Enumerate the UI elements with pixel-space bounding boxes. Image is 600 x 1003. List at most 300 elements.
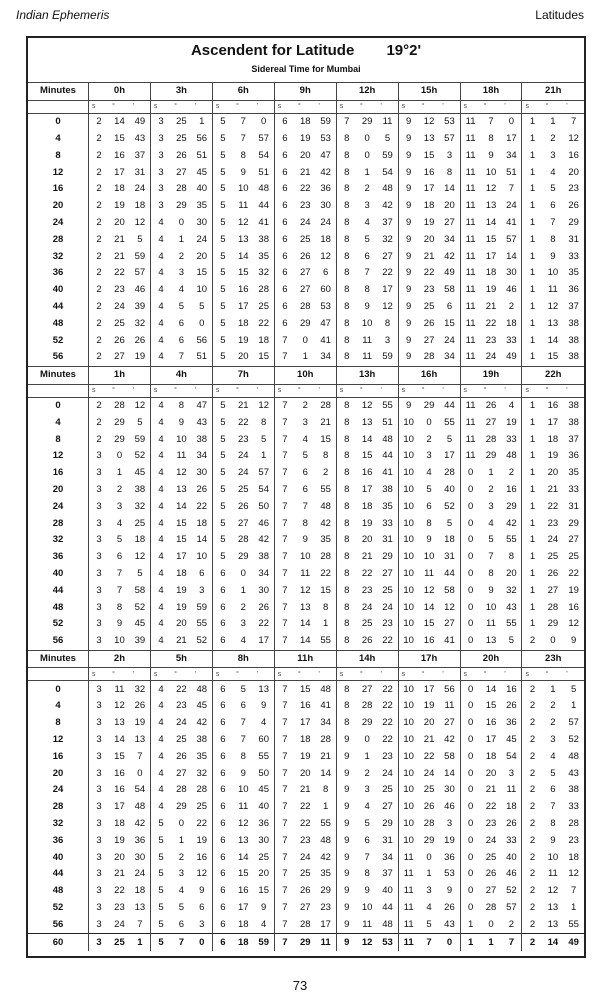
value-cell: 26 <box>299 885 311 897</box>
value-cell: 28 <box>320 399 331 411</box>
value-cell: 41 <box>258 216 269 228</box>
table-row <box>28 164 584 181</box>
minutes-cell: 32 <box>52 250 64 262</box>
hour-header: 16h <box>398 366 460 384</box>
value-cell: 10 <box>398 431 419 448</box>
unit-label: ° <box>171 668 192 681</box>
value-cell: 4 <box>150 397 171 414</box>
value-cell: 32 <box>506 584 517 596</box>
unit-label: ° <box>357 668 378 681</box>
value-cell: 9 <box>398 164 419 181</box>
unit-label: s <box>274 668 295 681</box>
value-cell: 38 <box>568 784 579 796</box>
value-cell: 24 <box>506 200 517 212</box>
value-cell: 18 <box>506 317 517 329</box>
value-cell: 29 <box>114 416 125 428</box>
value-cell: 1 <box>522 164 543 181</box>
value-cell: 12 <box>568 868 579 880</box>
value-cell: 10 <box>398 782 419 799</box>
value-cell: 54 <box>258 149 269 161</box>
value-cell: 23 <box>485 334 497 346</box>
value-cell: 6 <box>364 250 370 262</box>
value-cell: 24 <box>238 467 249 479</box>
value-cell: 3 <box>426 885 432 897</box>
value-cell: 11 <box>460 164 481 181</box>
hour-header: 5h <box>150 650 212 668</box>
value-cell: 27 <box>238 517 249 529</box>
value-cell: 6 <box>212 698 233 715</box>
value-cell: 15 <box>114 132 125 144</box>
value-cell: 5 <box>212 181 233 198</box>
value-cell: 28 <box>423 351 435 363</box>
value-cell: 11 <box>398 883 419 900</box>
value-cell: 8 <box>302 517 308 529</box>
value-cell: 41 <box>320 334 331 346</box>
value-cell: 48 <box>258 183 269 195</box>
value-cell: 22 <box>568 567 579 579</box>
value-cell: 2 <box>522 832 543 849</box>
value-cell: 3 <box>89 566 110 583</box>
value-cell: 7 <box>570 885 577 897</box>
value-cell: 1 <box>488 467 494 479</box>
value-cell: 4 <box>150 215 171 232</box>
value-cell: 1 <box>178 233 185 245</box>
value-cell: 3 <box>178 267 185 279</box>
unit-label: ° <box>543 100 564 113</box>
value-cell: 10 <box>398 465 419 482</box>
value-cell: 8 <box>336 465 357 482</box>
value-cell: 25 <box>568 551 579 563</box>
table-row <box>28 616 584 633</box>
value-cell: 5 <box>150 816 171 833</box>
value-cell: 34 <box>444 233 455 245</box>
value-cell: 5 <box>150 883 171 900</box>
value-cell: 16 <box>114 784 125 796</box>
value-cell: 22 <box>196 500 208 512</box>
value-cell: 6 <box>550 784 556 796</box>
table-row <box>28 498 584 515</box>
value-cell: 4 <box>508 399 515 411</box>
value-cell: 6 <box>212 849 233 866</box>
value-cell: 6 <box>274 131 295 148</box>
value-cell: 23 <box>568 834 579 846</box>
value-cell: 28 <box>423 818 435 830</box>
value-cell: 8 <box>336 482 357 499</box>
unit-label: s <box>212 668 233 681</box>
value-cell: 36 <box>506 717 517 729</box>
value-cell: 7 <box>240 132 246 144</box>
value-cell: 16 <box>547 399 559 411</box>
value-cell: 10 <box>485 166 497 178</box>
value-cell: 33 <box>506 834 517 846</box>
value-cell: 29 <box>299 317 311 329</box>
value-cell: 6 <box>116 551 123 563</box>
value-cell: 3 <box>178 868 185 880</box>
value-cell: 8 <box>336 498 357 515</box>
value-cell: 19 <box>444 834 455 846</box>
value-cell: 37 <box>382 868 393 880</box>
value-cell: 5 <box>212 215 233 232</box>
value-cell: 0 <box>460 715 481 732</box>
value-cell: 3 <box>89 748 110 765</box>
value-cell: 30 <box>196 216 208 228</box>
value-cell: 36 <box>568 450 579 462</box>
value-cell: 6 <box>446 300 453 312</box>
value-cell: 10 <box>196 551 208 563</box>
value-cell: 55 <box>444 416 455 428</box>
value-cell: 0 <box>137 767 143 779</box>
value-cell: 3 <box>89 916 110 933</box>
value-cell: 20 <box>238 351 249 363</box>
value-cell: 7 <box>240 717 246 729</box>
value-cell: 8 <box>336 265 357 282</box>
value-cell: 55 <box>320 635 331 647</box>
value-cell: 0 <box>550 635 556 647</box>
value-cell: 11 <box>460 248 481 265</box>
value-cell: 18 <box>568 851 579 863</box>
value-cell: 15 <box>485 233 497 245</box>
value-cell: 9 <box>336 748 357 765</box>
value-cell: 30 <box>258 834 269 846</box>
value-cell: 2 <box>178 250 185 262</box>
value-cell: 13 <box>547 317 559 329</box>
value-cell: 38 <box>568 416 579 428</box>
value-cell: 13 <box>423 132 435 144</box>
value-cell: 3 <box>302 416 308 428</box>
value-cell: 3 <box>199 584 205 596</box>
minutes-cell: 0 <box>55 683 61 695</box>
value-cell: 2 <box>522 732 543 749</box>
value-cell: 28 <box>320 551 331 563</box>
value-cell: 9 <box>199 885 205 897</box>
value-cell: 17 <box>238 300 249 312</box>
table-row <box>28 633 584 650</box>
minutes-cell: 52 <box>52 334 64 346</box>
value-cell: 3 <box>89 465 110 482</box>
value-cell: 7 <box>550 801 556 813</box>
unit-label: ' <box>439 100 460 113</box>
value-cell: 8 <box>508 551 515 563</box>
value-cell: 8 <box>261 416 267 428</box>
value-cell: 13 <box>299 601 311 613</box>
value-cell: 0 <box>439 934 460 951</box>
value-cell: 35 <box>320 868 331 880</box>
value-cell: 34 <box>382 851 393 863</box>
value-cell: 0 <box>460 698 481 715</box>
value-cell: 10 <box>398 448 419 465</box>
value-cell: 51 <box>382 416 393 428</box>
value-cell: 11 <box>398 916 419 933</box>
value-cell: 14 <box>238 851 249 863</box>
value-cell: 1 <box>550 116 556 128</box>
value-cell: 18 <box>361 500 373 512</box>
minutes-cell: 16 <box>52 750 64 762</box>
value-cell: 32 <box>196 767 208 779</box>
value-cell: 12 <box>357 934 378 951</box>
value-cell: 3 <box>199 918 205 930</box>
value-cell: 18 <box>444 534 455 546</box>
value-cell: 8 <box>336 397 357 414</box>
value-cell: 48 <box>382 918 393 930</box>
value-cell: 7 <box>274 332 295 349</box>
value-cell: 8 <box>336 332 357 349</box>
minutes-cell: 12 <box>52 734 64 746</box>
value-cell: 6 <box>212 782 233 799</box>
value-cell: 18 <box>238 317 249 329</box>
value-cell: 1 <box>522 198 543 215</box>
value-cell: 11 <box>460 231 481 248</box>
value-cell: 3 <box>89 599 110 616</box>
value-cell: 20 <box>568 166 579 178</box>
table-row <box>28 799 584 816</box>
unit-label: ' <box>254 384 275 397</box>
value-cell: 14 <box>444 767 455 779</box>
value-cell: 16 <box>568 149 579 161</box>
value-cell: 2 <box>89 231 110 248</box>
value-cell: 7 <box>137 750 143 762</box>
value-cell: 7 <box>274 681 295 698</box>
value-cell: 11 <box>547 284 558 296</box>
table-row <box>28 765 584 782</box>
value-cell: 27 <box>299 902 311 914</box>
value-cell: 18 <box>176 567 187 579</box>
value-cell: 3 <box>150 181 171 198</box>
value-cell: 6 <box>240 700 246 712</box>
value-cell: 9 <box>398 299 419 316</box>
unit-label: ' <box>563 100 584 113</box>
value-cell: 22 <box>423 750 435 762</box>
value-cell: 20 <box>258 868 269 880</box>
value-cell: 19 <box>196 834 208 846</box>
value-cell: 38 <box>258 551 269 563</box>
value-cell: 22 <box>382 683 393 695</box>
value-cell: 5 <box>212 147 233 164</box>
value-cell: 8 <box>336 566 357 583</box>
minutes-cell: 24 <box>52 784 64 796</box>
value-cell: 10 <box>398 566 419 583</box>
value-cell: 6 <box>212 715 233 732</box>
unit-spacer <box>28 668 89 681</box>
value-cell: 4 <box>150 549 171 566</box>
value-cell: 8 <box>336 282 357 299</box>
value-cell: 48 <box>382 433 393 445</box>
value-cell: 16 <box>506 683 517 695</box>
value-cell: 17 <box>299 717 311 729</box>
value-cell: 59 <box>134 433 146 445</box>
value-cell: 58 <box>444 584 455 596</box>
unit-label: ' <box>316 100 337 113</box>
value-cell: 25 <box>134 517 146 529</box>
value-cell: 7 <box>274 397 295 414</box>
value-cell: 21 <box>423 250 435 262</box>
value-cell: 6 <box>212 900 233 917</box>
value-cell: 32 <box>134 317 146 329</box>
value-cell: 0 <box>178 216 185 228</box>
value-cell: 1 <box>130 934 151 951</box>
hour-header: 23h <box>522 650 584 668</box>
value-cell: 18 <box>506 801 517 813</box>
value-cell: 12 <box>238 818 249 830</box>
value-cell: 14 <box>176 500 187 512</box>
value-cell: 17 <box>485 734 497 746</box>
value-cell: 21 <box>299 166 311 178</box>
value-cell: 40 <box>196 183 208 195</box>
value-cell: 53 <box>320 300 331 312</box>
table-row <box>28 431 584 448</box>
unit-label: s <box>150 384 171 397</box>
value-cell: 22 <box>238 416 249 428</box>
minutes-cell: 40 <box>52 851 64 863</box>
value-cell: 15 <box>361 450 373 462</box>
value-cell: 10 <box>299 551 311 563</box>
value-cell: 24 <box>196 233 208 245</box>
value-cell: 1 <box>522 231 543 248</box>
value-cell: 43 <box>444 918 455 930</box>
value-cell: 6 <box>212 616 233 633</box>
value-cell: 12 <box>568 132 579 144</box>
value-cell: 4 <box>364 216 370 228</box>
value-cell: 29 <box>423 399 435 411</box>
hour-header: 6h <box>212 83 274 101</box>
value-cell: 23 <box>176 700 187 712</box>
value-cell: 5 <box>150 832 171 849</box>
value-cell: 19 <box>423 700 435 712</box>
value-cell: 6 <box>274 147 295 164</box>
value-cell: 2 <box>522 698 543 715</box>
value-cell: 3 <box>89 849 110 866</box>
value-cell: 20 <box>444 200 455 212</box>
value-cell: 25 <box>361 618 373 630</box>
unit-label: ° <box>109 384 130 397</box>
value-cell: 55 <box>258 750 269 762</box>
table-row <box>28 113 584 130</box>
value-cell: 8 <box>364 868 370 880</box>
value-cell: 5 <box>212 549 233 566</box>
value-cell: 7 <box>274 532 295 549</box>
value-cell: 19 <box>134 351 146 363</box>
value-cell: 3 <box>150 198 171 215</box>
value-cell: 5 <box>212 515 233 532</box>
table-row <box>28 748 584 765</box>
value-cell: 9 <box>398 265 419 282</box>
value-cell: 12 <box>176 467 187 479</box>
value-cell: 4 <box>150 332 171 349</box>
minutes-cell: 28 <box>52 801 64 813</box>
value-cell: 34 <box>506 149 517 161</box>
hour-header: 2h <box>89 650 151 668</box>
value-cell: 1 <box>522 431 543 448</box>
value-cell: 14 <box>299 618 311 630</box>
value-cell: 10 <box>398 799 419 816</box>
value-cell: 17 <box>444 450 455 462</box>
value-cell: 6 <box>212 934 233 951</box>
value-cell: 11 <box>547 868 558 880</box>
value-cell: 3 <box>89 832 110 849</box>
value-cell: 1 <box>178 834 185 846</box>
value-cell: 27 <box>568 534 579 546</box>
unit-label: ° <box>481 384 502 397</box>
value-cell: 7 <box>274 698 295 715</box>
value-cell: 19 <box>114 200 125 212</box>
value-cell: 25 <box>238 483 249 495</box>
value-cell: 7 <box>550 216 556 228</box>
value-cell: 9 <box>398 215 419 232</box>
unit-label: s <box>89 100 110 113</box>
value-cell: 5 <box>212 164 233 181</box>
value-cell: 12 <box>423 116 435 128</box>
value-cell: 8 <box>240 149 246 161</box>
value-cell: 3 <box>89 582 110 599</box>
value-cell: 24 <box>238 450 249 462</box>
value-cell: 2 <box>522 900 543 917</box>
value-cell: 3 <box>150 147 171 164</box>
value-cell: 15 <box>238 868 249 880</box>
value-cell: 46 <box>134 284 146 296</box>
value-cell: 21 <box>320 750 331 762</box>
value-cell: 1 <box>522 349 543 366</box>
table-row <box>28 282 584 299</box>
value-cell: 1 <box>522 282 543 299</box>
value-cell: 17 <box>506 132 517 144</box>
value-cell: 25 <box>299 233 311 245</box>
value-cell: 8 <box>446 166 453 178</box>
value-cell: 18 <box>299 116 311 128</box>
value-cell: 0 <box>460 748 481 765</box>
value-cell: 55 <box>382 399 393 411</box>
value-cell: 2 <box>426 433 432 445</box>
value-cell: 1 <box>522 599 543 616</box>
value-cell: 29 <box>361 116 373 128</box>
unit-label: s <box>398 100 419 113</box>
value-cell: 2 <box>508 467 515 479</box>
value-cell: 10 <box>485 601 497 613</box>
value-cell: 7 <box>274 431 295 448</box>
value-cell: 25 <box>114 317 125 329</box>
value-cell: 18 <box>233 934 254 951</box>
value-cell: 38 <box>382 483 393 495</box>
value-cell: 45 <box>134 618 146 630</box>
value-cell: 32 <box>258 267 269 279</box>
hour-header: 8h <box>212 650 274 668</box>
minutes-cell: 40 <box>52 284 64 296</box>
unit-label: s <box>522 100 543 113</box>
value-cell: 0 <box>261 116 267 128</box>
value-cell: 8 <box>336 299 357 316</box>
value-cell: 21 <box>485 784 497 796</box>
value-cell: 2 <box>550 132 556 144</box>
value-cell: 42 <box>444 250 455 262</box>
value-cell: 35 <box>258 250 269 262</box>
value-cell: 28 <box>258 284 269 296</box>
value-cell: 4 <box>150 765 171 782</box>
value-cell: 2 <box>522 883 543 900</box>
value-cell: 15 <box>547 351 559 363</box>
value-cell: 1 <box>522 616 543 633</box>
minutes-cell: 36 <box>52 267 64 279</box>
value-cell: 42 <box>444 734 455 746</box>
table-row <box>28 198 584 215</box>
value-cell: 31 <box>382 534 393 546</box>
value-cell: 18 <box>320 233 331 245</box>
value-cell: 59 <box>382 351 393 363</box>
value-cell: 9 <box>336 916 357 933</box>
value-cell: 2 <box>522 748 543 765</box>
value-cell: 37 <box>568 433 579 445</box>
value-cell: 4 <box>150 715 171 732</box>
value-cell: 3 <box>89 515 110 532</box>
value-cell: 30 <box>506 267 517 279</box>
value-cell: 7 <box>274 465 295 482</box>
